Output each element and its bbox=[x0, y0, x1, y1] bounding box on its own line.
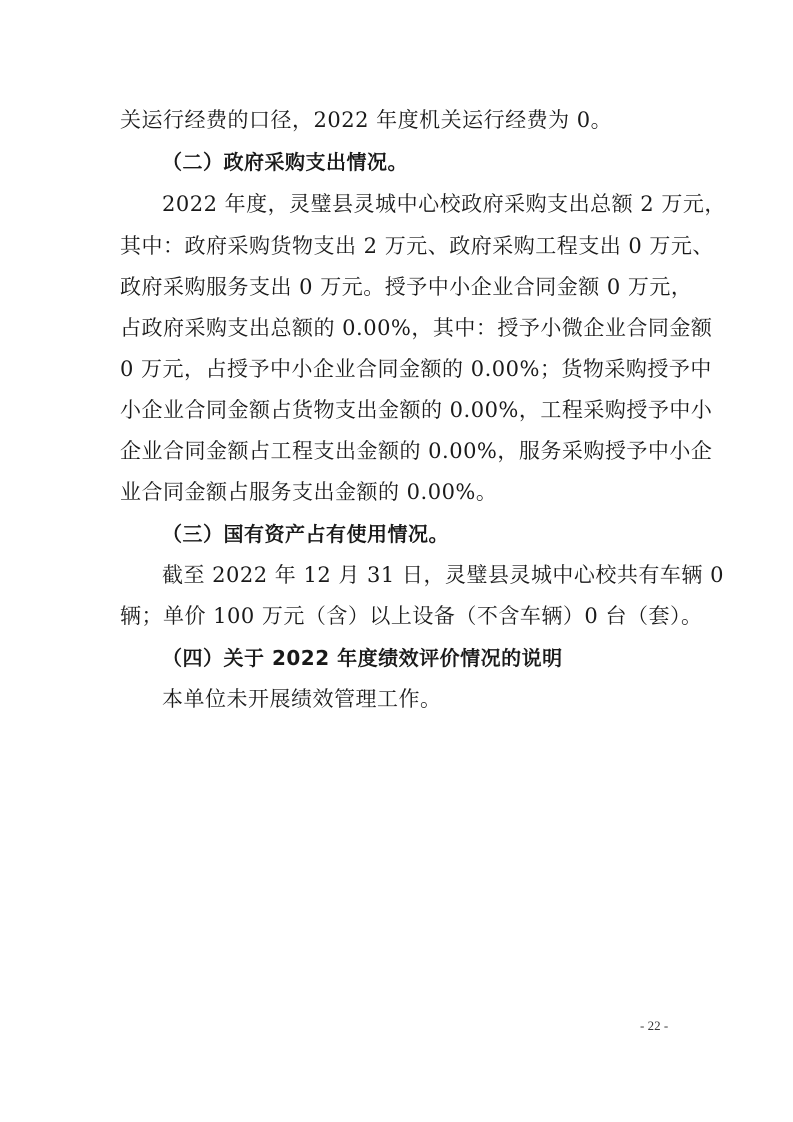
section-heading-assets: （三）国有资产占有使用情况。 bbox=[162, 522, 449, 546]
section-heading-performance: （四）关于 2022 年度绩效评价情况的说明 bbox=[162, 646, 563, 670]
body-text-line: 业合同金额占服务支出金额的 0.00%。 bbox=[120, 480, 498, 504]
body-text-line: 辆；单价 100 万元（含）以上设备（不含车辆）0 台（套）。 bbox=[120, 604, 703, 628]
body-text-line: 政府采购服务支出 0 万元。授予中小企业合同金额 0 万元， bbox=[120, 275, 693, 299]
body-text-line: 关运行经费的口径，2022 年度机关运行经费为 0。 bbox=[120, 108, 613, 132]
page-number: - 22 - bbox=[640, 1018, 669, 1033]
body-text-line: 本单位未开展绩效管理工作。 bbox=[162, 687, 442, 711]
body-text-line: 占政府采购支出总额的 0.00%，其中：授予小微企业合同金额 bbox=[120, 316, 713, 340]
body-text-line: 小企业合同金额占货物支出金额的 0.00%，工程采购授予中小 bbox=[120, 398, 713, 422]
body-text-line: 企业合同金额占工程支出金额的 0.00%，服务采购授予中小企 bbox=[120, 439, 713, 463]
body-text-line: 2022 年度，灵璧县灵城中心校政府采购支出总额 2 万元， bbox=[162, 192, 726, 216]
body-text-line: 截至 2022 年 12 月 31 日，灵璧县灵城中心校共有车辆 0 bbox=[162, 563, 724, 587]
body-text-line: 0 万元，占授予中小企业合同金额的 0.00%；货物采购授予中 bbox=[120, 357, 712, 381]
body-text-line: 其中：政府采购货物支出 2 万元、政府采购工程支出 0 万元、 bbox=[120, 234, 714, 258]
section-heading-procurement: （二）政府采购支出情况。 bbox=[162, 150, 408, 174]
